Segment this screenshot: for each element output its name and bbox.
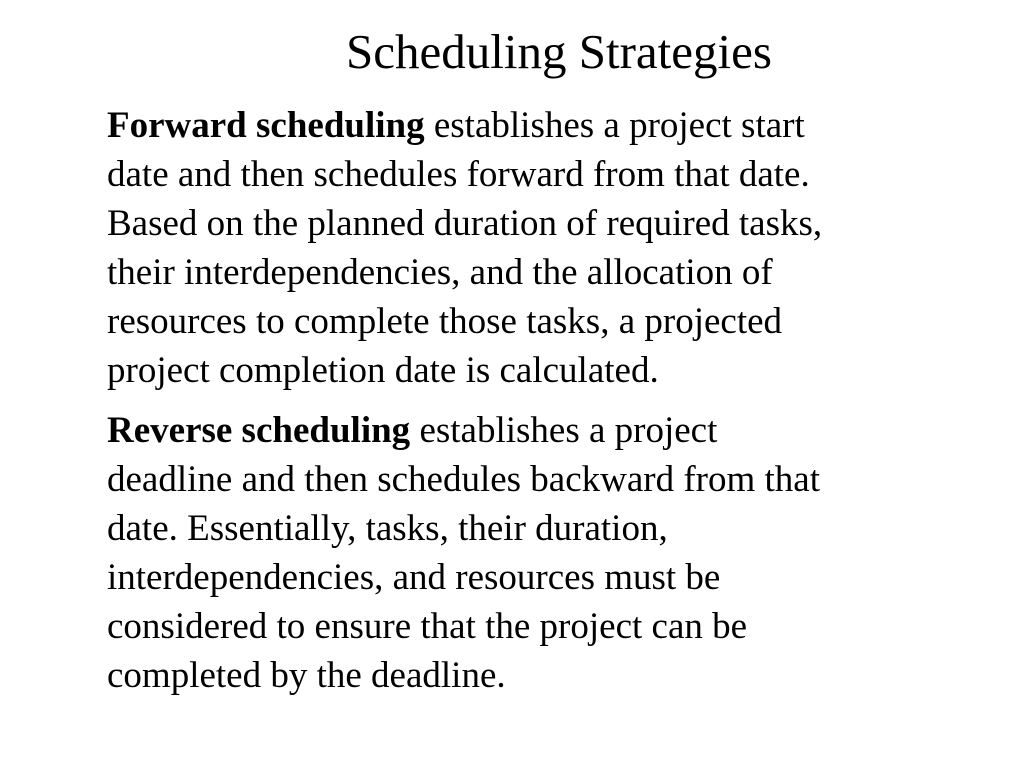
paragraph-line: interdependencies, and resources must be: [107, 557, 721, 598]
reverse-scheduling-paragraph: [107, 406, 1007, 700]
paragraph-line: Based on the planned duration of required tasks,: [107, 203, 823, 244]
paragraph-line: establishes a project: [410, 410, 718, 451]
paragraph-line: their interdependencies, and the allocation of: [107, 252, 773, 293]
forward-scheduling-term: Forward scheduling: [107, 105, 425, 146]
paragraph-line: resources to complete those tasks, a projected: [107, 301, 783, 342]
reverse-scheduling-term: Reverse scheduling: [107, 410, 411, 451]
slide-title: Scheduling Strategies: [346, 24, 772, 79]
paragraph-line: date and then schedules forward from that date.: [107, 154, 810, 195]
paragraph-line: establishes a project start: [424, 105, 805, 146]
paragraph-line: project completion date is calculated.: [107, 350, 659, 391]
forward-scheduling-paragraph: [107, 101, 1007, 395]
paragraph-line: date. Essentially, tasks, their duration,: [107, 508, 668, 549]
paragraph-line: completed by the deadline.: [107, 655, 506, 696]
paragraph-line: considered to ensure that the project can be: [107, 606, 748, 647]
paragraph-line: deadline and then schedules backward from that: [107, 459, 821, 500]
